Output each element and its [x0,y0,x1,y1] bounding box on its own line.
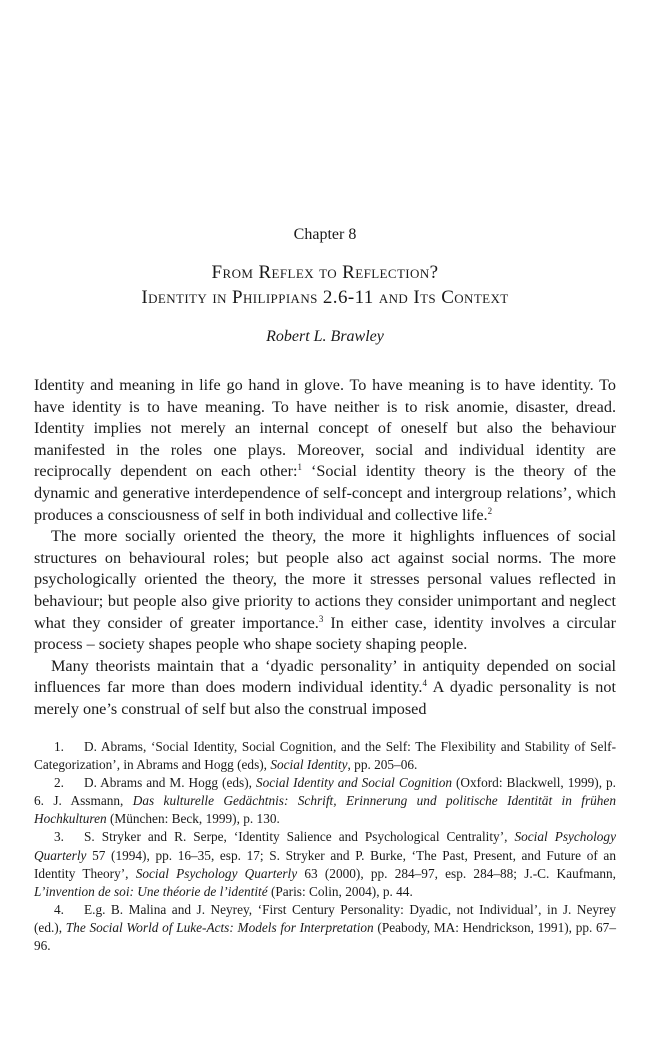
footnote-ref-1: 1 [297,462,302,473]
footnote-text: (München: Beck, 1999), p. 130. [106,811,280,827]
footnote-ref-3: 3 [318,613,324,624]
footnote-italic: Social Identity [270,757,348,773]
paragraph-text: A dyadic personality is not merely one’s construal of self but also the construal imposed [34,678,616,718]
footnote-italic: Social Psychology Quarterly [34,829,616,863]
paragraph-text: The more socially oriented the theory, the more it highlights influences of social structures on behavioural roles; but people also act against social norms. The more psychologically oriented the theory, the more it stresses personal values reflected in behaviour; but people also give priority to actions they consider unimportant and neglect what they consider of greater importance. [34,527,616,632]
footnote-number: 4. [54,901,64,917]
footnote-text: (Oxford: Blackwell, 1999), p. 6. J. Assmann, [34,775,616,809]
footnote-1 [34,738,616,774]
paragraph-text: Identity and meaning in life go hand in glove. To have meaning is to have identity. To have identity is to have meaning. To have neither is to risk anomie, disaster, dread. Identity implies not merely an internal concept of oneself but also the behaviour manifested in the roles one plays. Moreover, social and individual identity are reciprocally dependent on each other: [34,376,616,481]
footnote-text: (Peabody, MA: Hendrickson, 1991), pp. 67–96. [34,919,616,954]
footnote-italic: Das kulturelle Gedächtnis: Schrift, Erinnerung und politische Identität in frühen Hochkulturen [34,793,616,827]
footnote-text: 57 (1994), pp. 16–35, esp. 17; S. Stryker and P. Burke, ‘The Past, Present, and Future of an Identity Theory’, [34,847,616,881]
paragraph-text: ‘Social identity theory is the theory of the dynamic and generative interdependence of self-concept and intergroup relations’, which produces a consciousness of self in both individual and collective life. [34,462,616,524]
footnote-text: , pp. 205–06. [347,757,418,773]
author-name: Robert L. Brawley [266,328,384,345]
footnotes [34,738,616,955]
paragraph-text: In either case, identity involves a circular process – society shapes people who shape society shaping people. [34,613,617,654]
chapter-title-line-1: From Reflex to Reflection? [211,262,439,283]
footnote-text: S. Stryker and R. Serpe, ‘Identity Salience and Psychological Centrality’, [84,829,515,845]
footnote-text: (Paris: Colin, 2004), p. 44. [267,883,413,899]
footnote-text: E.g. B. Malina and J. Neyrey, ‘First Century Personality: Dyadic, not Individual’, in J. Neyrey (ed.), [34,901,616,935]
paragraph-text: Many theorists maintain that a ‘dyadic personality’ in antiquity depended on social influences far more than does modern individual identity. [34,656,616,697]
footnote-italic: L’invention de soi: Une théorie de l’identité [34,883,268,899]
footnote-ref-4: 4 [422,678,427,689]
chapter-title-line-2: Identity in Philippians 2.6-11 and Its Context [141,287,509,308]
paragraph-1 [34,375,616,526]
footnote-4 [34,901,616,955]
footnote-number: 1. [54,739,64,754]
footnote-text: D. Abrams, ‘Social Identity, Social Cognition, and the Self: The Flexibility and Stability of Self-Categorization’, in Abrams and Hogg (eds), [34,739,616,773]
footnote-italic: Social Psychology Quarterly [135,865,298,881]
paragraph-3 [34,656,616,721]
footnote-number: 2. [54,775,64,791]
footnote-italic: Social Identity and Social Cognition [255,775,453,791]
paragraph-2 [34,526,616,656]
footnote-3 [34,828,616,900]
footnote-number: 3. [54,829,64,845]
footnote-text: D. Abrams and M. Hogg (eds), [84,775,256,791]
footnote-2 [34,774,616,828]
footnote-ref-2: 2 [487,505,493,516]
footnote-text: 63 (2000), pp. 284–97, esp. 284–88; J.-C. Kaufmann, [297,865,617,881]
body-text [34,375,616,721]
chapter-label: Chapter 8 [293,226,357,243]
footnote-italic: The Social World of Luke-Acts: Models for Interpretation [65,919,374,935]
